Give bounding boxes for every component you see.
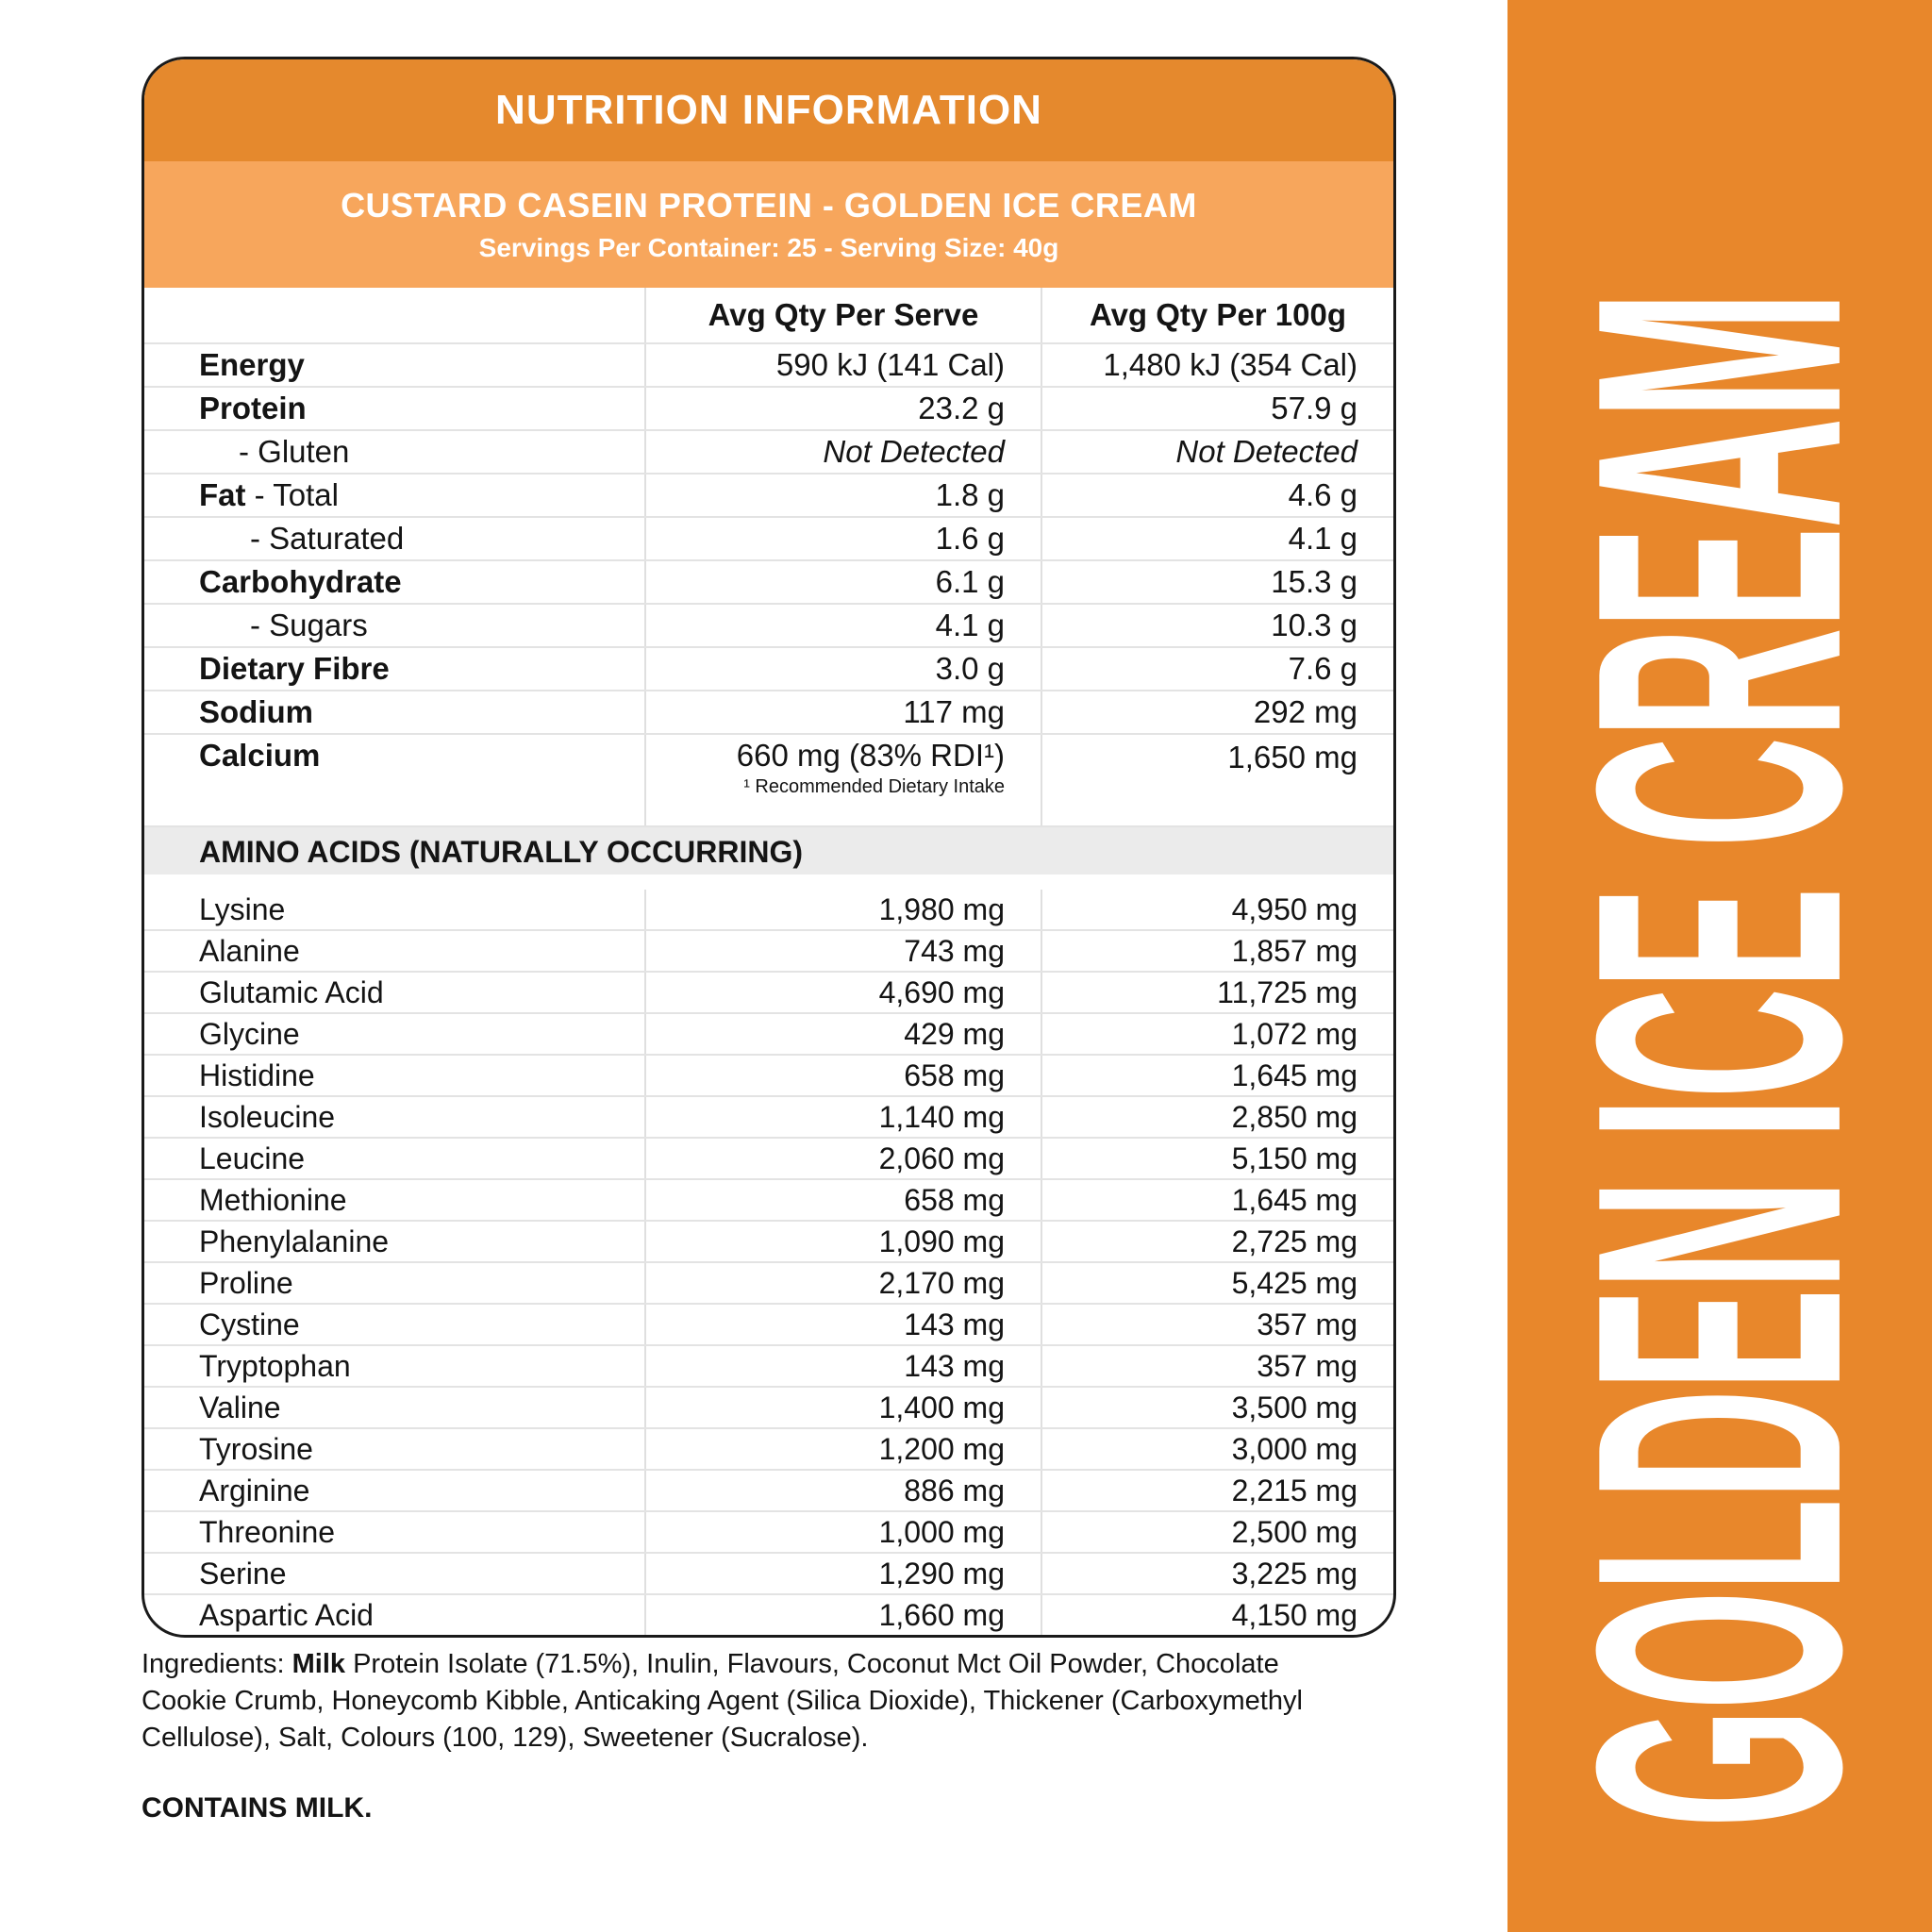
nutrient-label-bold: Carbohydrate	[199, 564, 402, 599]
nutrient-row	[144, 342, 1393, 386]
ingredients-allergen-bold: Milk	[291, 1649, 346, 1679]
value-per-serve: 143 mg	[644, 1305, 1041, 1344]
value-per-100g: 10.3 g	[1041, 605, 1393, 646]
column-header-serve: Avg Qty Per Serve	[644, 288, 1041, 342]
amino-section-header: AMINO ACIDS (NATURALLY OCCURRING)	[144, 825, 1393, 874]
nutrient-label	[144, 344, 644, 386]
nutrient-row	[144, 386, 1393, 429]
amino-row	[144, 1054, 1393, 1095]
value-per-100g: 357 mg	[1041, 1346, 1393, 1386]
value-per-100g: 15.3 g	[1041, 561, 1393, 603]
value-per-serve: 1,290 mg	[644, 1554, 1041, 1593]
value-per-serve: 3.0 g	[644, 648, 1041, 690]
amino-row	[144, 1593, 1393, 1635]
nutrient-row	[144, 516, 1393, 559]
amino-label: Cystine	[199, 1307, 300, 1341]
amino-label: Valine	[199, 1391, 281, 1424]
value-per-100g: 5,150 mg	[1041, 1139, 1393, 1178]
value-per-100g: 357 mg	[1041, 1305, 1393, 1344]
amino-row	[144, 1469, 1393, 1510]
amino-row	[144, 1427, 1393, 1469]
nutrient-row	[144, 429, 1393, 473]
amino-label: Tryptophan	[199, 1349, 351, 1383]
amino-row	[144, 1095, 1393, 1137]
value-per-serve: 117 mg	[644, 691, 1041, 733]
table-column-headers	[144, 288, 1393, 342]
amino-row	[144, 890, 1393, 929]
value-per-100g: 4,950 mg	[1041, 890, 1393, 929]
nutrient-label-bold: Dietary Fibre	[199, 651, 390, 686]
nutrient-label-rest: - Saturated	[250, 521, 405, 556]
card-subheader	[144, 161, 1393, 288]
amino-label: Histidine	[199, 1058, 315, 1092]
value-per-100g: 1,480 kJ (354 Cal)	[1041, 344, 1393, 386]
nutrient-row	[144, 690, 1393, 733]
value-per-100g: 3,225 mg	[1041, 1554, 1393, 1593]
amino-label: Alanine	[199, 934, 300, 968]
nutrient-row	[144, 559, 1393, 603]
amino-table	[144, 890, 1393, 1635]
value-per-100g: 1,645 mg	[1041, 1180, 1393, 1220]
nutrition-table	[144, 342, 1393, 825]
nutrient-label	[144, 648, 644, 690]
value-per-serve: Not Detected	[644, 431, 1041, 473]
amino-label: Glycine	[199, 1017, 300, 1051]
value-per-serve: 743 mg	[644, 931, 1041, 971]
nutrient-row	[144, 733, 1393, 825]
amino-label: Tyrosine	[199, 1432, 313, 1466]
amino-row	[144, 1178, 1393, 1220]
amino-label: Serine	[199, 1557, 287, 1591]
ingredients-paragraph	[142, 1646, 1358, 1757]
amino-label: Methionine	[199, 1183, 347, 1217]
nutrient-label-bold: Energy	[199, 347, 305, 382]
value-per-serve: 1,400 mg	[644, 1388, 1041, 1427]
value-per-100g: 1,857 mg	[1041, 931, 1393, 971]
amino-label: Lysine	[199, 892, 286, 926]
amino-row	[144, 1137, 1393, 1178]
nutrient-label	[144, 518, 644, 559]
nutrient-row	[144, 603, 1393, 646]
value-per-100g: 5,425 mg	[1041, 1263, 1393, 1303]
value-per-serve: 143 mg	[644, 1346, 1041, 1386]
value-per-100g: 4,150 mg	[1041, 1595, 1393, 1635]
column-header-spacer	[144, 288, 644, 342]
value-per-serve: 590 kJ (141 Cal)	[644, 344, 1041, 386]
amino-label: Leucine	[199, 1141, 306, 1175]
amino-row	[144, 1261, 1393, 1303]
value-per-100g: 11,725 mg	[1041, 973, 1393, 1012]
value-per-100g: Not Detected	[1041, 431, 1393, 473]
amino-row	[144, 929, 1393, 971]
value-per-serve: 1.6 g	[644, 518, 1041, 559]
nutrient-label	[144, 735, 644, 825]
ingredients-prefix: Ingredients:	[142, 1649, 292, 1679]
nutrient-label-rest: - Total	[245, 477, 339, 512]
nutrient-label	[144, 561, 644, 603]
nutrient-label	[144, 388, 644, 429]
value-per-100g: 1,645 mg	[1041, 1056, 1393, 1095]
value-per-serve: 1,000 mg	[644, 1512, 1041, 1552]
value-per-serve: 1,980 mg	[644, 890, 1041, 929]
value-per-serve: 1,200 mg	[644, 1429, 1041, 1469]
value-per-serve: 23.2 g	[644, 388, 1041, 429]
amino-label: Proline	[199, 1266, 293, 1300]
value-per-100g: 7.6 g	[1041, 648, 1393, 690]
amino-label: Glutamic Acid	[199, 975, 384, 1009]
amino-label: Threonine	[199, 1515, 336, 1549]
nutrient-label	[144, 691, 644, 733]
amino-row	[144, 1552, 1393, 1593]
amino-row	[144, 971, 1393, 1012]
value-per-100g: 2,500 mg	[1041, 1512, 1393, 1552]
nutrient-label-rest: - Sugars	[250, 608, 368, 642]
value-per-100g: 2,725 mg	[1041, 1222, 1393, 1261]
value-per-serve: 2,060 mg	[644, 1139, 1041, 1178]
value-per-100g: 2,850 mg	[1041, 1097, 1393, 1137]
value-per-100g: 1,072 mg	[1041, 1014, 1393, 1054]
value-per-100g: 4.6 g	[1041, 475, 1393, 516]
amino-label: Phenylalanine	[199, 1224, 390, 1258]
value-per-serve	[644, 735, 1041, 825]
value-per-serve: 429 mg	[644, 1014, 1041, 1054]
value-per-100g: 1,650 mg	[1041, 735, 1393, 825]
column-header-100g: Avg Qty Per 100g	[1041, 288, 1393, 342]
value-per-serve: 886 mg	[644, 1471, 1041, 1510]
amino-row	[144, 1012, 1393, 1054]
value-per-100g: 4.1 g	[1041, 518, 1393, 559]
nutrient-row	[144, 473, 1393, 516]
value-per-serve: 1.8 g	[644, 475, 1041, 516]
nutrition-card	[142, 57, 1396, 1638]
value-per-serve: 6.1 g	[644, 561, 1041, 603]
rdi-footnote: ¹ Recommended Dietary Intake	[743, 776, 1005, 797]
product-name: CUSTARD CASEIN PROTEIN - GOLDEN ICE CREAM	[341, 186, 1197, 225]
value-per-100g: 3,000 mg	[1041, 1429, 1393, 1469]
nutrient-row	[144, 646, 1393, 690]
value-per-serve: 658 mg	[644, 1180, 1041, 1220]
value-per-serve: 1,140 mg	[644, 1097, 1041, 1137]
value-per-100g: 2,215 mg	[1041, 1471, 1393, 1510]
value-per-serve: 4.1 g	[644, 605, 1041, 646]
servings-line: Servings Per Container: 25 - Serving Size: 40g	[478, 233, 1059, 262]
nutrient-label-rest: - Gluten	[239, 434, 350, 469]
amino-row	[144, 1510, 1393, 1552]
amino-row	[144, 1386, 1393, 1427]
card-title: NUTRITION INFORMATION	[144, 59, 1393, 161]
value-per-serve-main: 660 mg (83% RDI¹)	[736, 738, 1005, 773]
amino-row	[144, 1220, 1393, 1261]
nutrient-label-bold: Protein	[199, 391, 307, 425]
nutrient-label-bold: Fat	[199, 477, 246, 512]
amino-label: Arginine	[199, 1474, 310, 1507]
flavour-vertical-label: GOLDEN ICE CREAM	[1524, 292, 1915, 1828]
amino-label: Aspartic Acid	[199, 1598, 374, 1632]
nutrient-label	[144, 605, 644, 646]
contains-statement: CONTAINS MILK.	[142, 1792, 373, 1824]
value-per-serve: 4,690 mg	[644, 973, 1041, 1012]
amino-label: Isoleucine	[199, 1100, 336, 1134]
flavour-sidebar	[1507, 0, 1932, 1932]
nutrient-label-bold: Sodium	[199, 694, 313, 729]
nutrient-label	[144, 475, 644, 516]
value-per-serve: 1,660 mg	[644, 1595, 1041, 1635]
amino-row	[144, 1344, 1393, 1386]
nutrient-label	[144, 431, 644, 473]
value-per-serve: 2,170 mg	[644, 1263, 1041, 1303]
value-per-100g: 3,500 mg	[1041, 1388, 1393, 1427]
ingredients-rest: Protein Isolate (71.5%), Inulin, Flavours, Coconut Mct Oil Powder, Chocolate Cookie Crumb, Honeycomb Kibble, Anticaking Agent (Silica Dioxide), Thickener (Carboxymethyl Cellulose), Salt, Colours (100, 129), Sweetener (Sucralose).	[142, 1649, 1303, 1753]
amino-row	[144, 1303, 1393, 1344]
value-per-100g: 57.9 g	[1041, 388, 1393, 429]
value-per-serve: 658 mg	[644, 1056, 1041, 1095]
nutrient-label-bold: Calcium	[199, 738, 321, 773]
value-per-serve: 1,090 mg	[644, 1222, 1041, 1261]
value-per-100g: 292 mg	[1041, 691, 1393, 733]
